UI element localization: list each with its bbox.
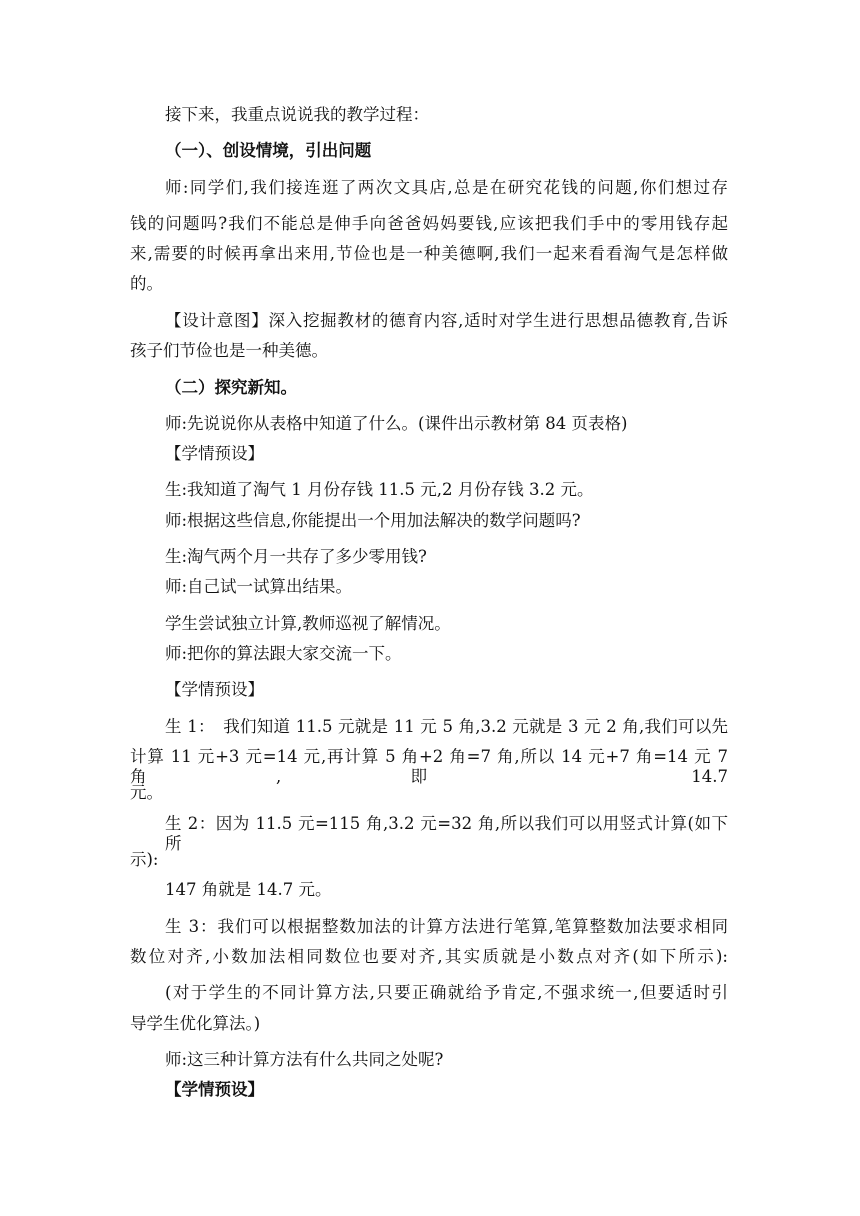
paragraph-line: 的。: [130, 274, 163, 293]
paragraph-line: 师:把你的算法跟大家交流一下。: [165, 644, 402, 663]
paragraph-line: 钱的问题吗?我们不能总是伸手向爸爸妈妈要钱,应该把我们手中的零用钱存起: [130, 214, 728, 233]
paragraph-line: 生 1： 我们知道 11.5 元就是 11 元 5 角,3.2 元就是 3 元 2 角,我们可以先: [165, 717, 728, 736]
paragraph-line: 生:淘气两个月一共存了多少零用钱?: [165, 547, 427, 566]
preset-label: 【学情预设】: [165, 1080, 264, 1099]
design-intent-line: 【设计意图】深入挖掘教材的德育内容,适时对学生进行思想品德教育,告诉: [165, 311, 728, 330]
paragraph-line: (对于学生的不同计算方法,只要正确就给予肯定,不强求统一,但要适时引: [165, 983, 728, 1002]
paragraph-line: 师:这三种计算方法有什么共同之处呢?: [165, 1050, 444, 1069]
paragraph-line: 生:我知道了淘气 1 月份存钱 11.5 元,2 月份存钱 3.2 元。: [165, 480, 594, 499]
paragraph-line: 师:先说说你从表格中知道了什么。(课件出示教材第 84 页表格): [165, 414, 628, 433]
paragraph-line: 生 3：我们可以根据整数加法的计算方法进行笔算,笔算整数加法要求相同: [165, 917, 728, 936]
section-heading-2: （二）探究新知。: [165, 378, 297, 397]
preset-label: 【学情预设】: [165, 680, 264, 699]
paragraph-line: 计算 11 元+3 元=14 元,再计算 5 角+2 角=7 角,所以 14 元+7 角=14 元 7 角,即 14.7: [130, 747, 728, 786]
paragraph-line: 师:同学们,我们接连逛了两次文具店,总是在研究花钱的问题,你们想过存: [165, 178, 728, 197]
paragraph-line: 学生尝试独立计算,教师巡视了解情况。: [165, 614, 451, 633]
paragraph-line: 数位对齐,小数加法相同数位也要对齐,其实质就是小数点对齐(如下所示):: [130, 947, 728, 966]
paragraph-line: 来,需要的时候再拿出来用,节俭也是一种美德啊,我们一起来看看淘气是怎样做: [130, 244, 728, 263]
preset-label: 【学情预设】: [165, 444, 264, 463]
paragraph-line: 147 角就是 14.7 元。: [165, 880, 332, 899]
paragraph-line: 师:根据这些信息,你能提出一个用加法解决的数学问题吗?: [165, 511, 581, 530]
paragraph-line: 师:自己试一试算出结果。: [165, 577, 353, 596]
paragraph-line: 导学生优化算法。): [130, 1014, 261, 1033]
design-intent-line: 孩子们节俭也是一种美德。: [130, 341, 328, 360]
paragraph-line: 示):: [130, 850, 159, 869]
section-heading-1: （一）、创设情境，引出问题: [165, 141, 372, 160]
paragraph-line: 生 2：因为 11.5 元=115 角,3.2 元=32 角,所以我们可以用竖式计算(如下所: [165, 814, 728, 853]
intro-line: 接下来，我重点说说我的教学过程：: [165, 105, 429, 124]
paragraph-line: 元。: [130, 783, 163, 802]
